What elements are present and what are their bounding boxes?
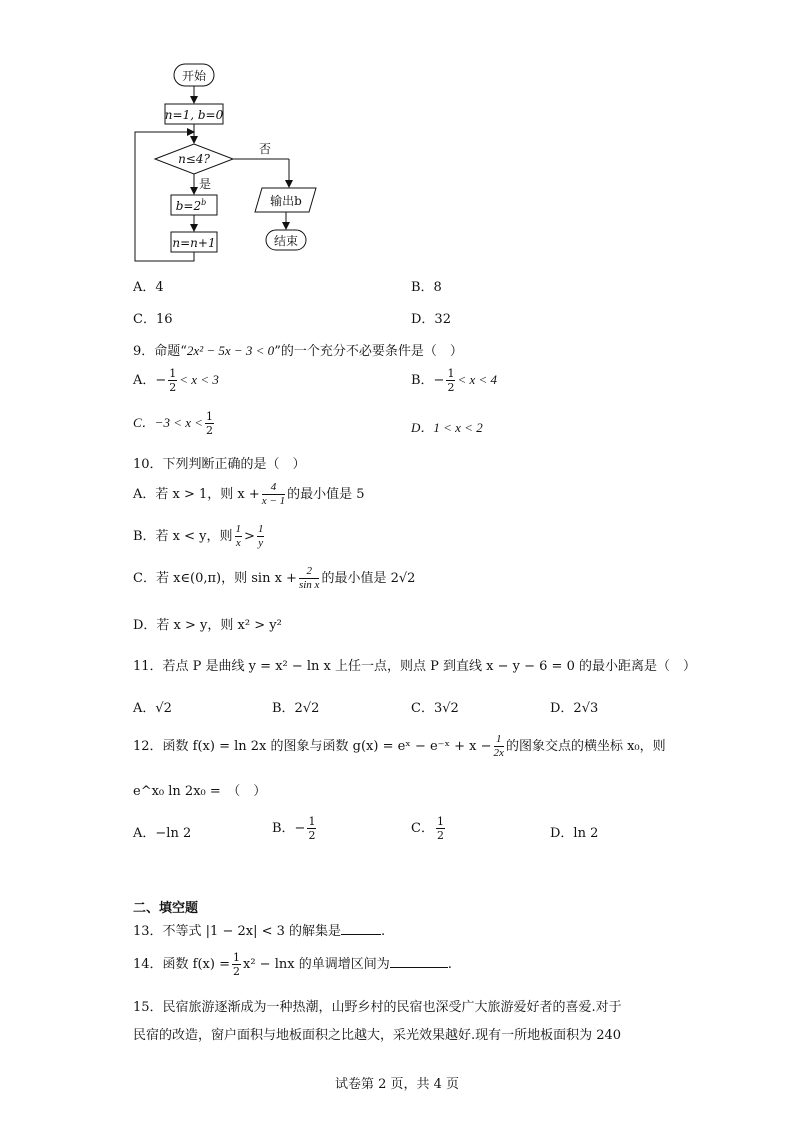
- q8-option-c: C．16: [133, 312, 173, 327]
- q8-option-b: B．8: [411, 280, 442, 295]
- q10-option-d: D．若 x > y，则 x² > y²: [133, 618, 282, 633]
- q11-option-d: D．2√3: [550, 701, 599, 716]
- flowchart: [0, 0, 794, 270]
- q12-option-c: C． $\frac{1}{2}$: [411, 815, 444, 842]
- flow-decision-label: n≤4?: [178, 152, 210, 166]
- q10-option-c: C．若 x∈(0,π)，则 sin x + $\frac{2}{\text{sin x}}$ 的最小值是 2√2: [133, 565, 416, 591]
- q9-option-b: B．− $\frac{1}{2}$ < x < 4: [411, 367, 498, 394]
- q9-option-d: D．1 < x < 2: [411, 420, 483, 435]
- q8-option-a: A．4: [133, 280, 164, 295]
- q11-option-c: C．3√2: [411, 701, 459, 716]
- q12-stem-line2: e^x₀ ln 2x₀ = （ ）: [133, 784, 267, 799]
- flow-no-label: 否: [259, 142, 272, 156]
- flow-yes-label: 是: [199, 177, 212, 191]
- q12-option-a: A．−ln 2: [133, 826, 192, 841]
- q12-stem: 12．函数 f(x) = ln 2x 的图象与函数 g(x) = eˣ − e⁻ˣ + x − $\frac{1}{2x}$ 的图象交点的横坐标 x₀，则: [133, 733, 666, 759]
- q13: 13．不等式 |1 − 2x| < 3 的解集是 .: [133, 924, 386, 939]
- q9-option-c: C．−3 < x < $\frac{1}{2}$: [133, 410, 214, 437]
- section-title: 二、填空题: [133, 901, 199, 916]
- q15-line1: 15．民宿旅游逐渐成为一种热潮，山野乡村的民宿也深受广大旅游爱好者的喜爱.对于: [133, 1000, 622, 1015]
- q14: 14．函数 f(x) = $\frac{1}{2}$ x² − lnx 的单调增区间为 .: [133, 951, 452, 978]
- q10-option-b: B．若 x < y，则 $\frac{1}{x}$ > $\frac{1}{y}$: [133, 523, 264, 549]
- q15-line2: 民宿的改造，窗户面积与地板面积之比越大，采光效果越好.现有一所地板面积为 240: [133, 1028, 622, 1043]
- q9-stem: 9．命题“2x² − 5x − 3 < 0”的一个充分不必要条件是（ ）: [133, 343, 463, 359]
- q10-option-a: A．若 x > 1，则 x + $\frac{4}{x - 1}$ 的最小值是 5: [133, 481, 365, 507]
- q11-option-b: B．2√2: [272, 701, 320, 716]
- flow-end-label: 结束: [273, 234, 299, 248]
- flow-init-label: n=1, b=0: [164, 108, 224, 122]
- flow-output-label: 输出b: [270, 194, 302, 208]
- q9-option-a: A．− $\frac{1}{2}$ < x < 3: [133, 367, 219, 394]
- q12-option-b: B．− $\frac{1}{2}$: [272, 815, 316, 842]
- flow-inc-label: n=n+1: [172, 236, 216, 250]
- q12-option-d: D．ln 2: [550, 826, 599, 841]
- q10-stem: 10．下列判断正确的是（ ）: [133, 457, 306, 472]
- q11-stem: 11．若点 P 是曲线 y = x² − ln x 上任一点，则点 P 到直线 x − y − 6 = 0 的最小距离是（ ）: [133, 659, 696, 674]
- flow-start-label: 开始: [181, 69, 207, 83]
- q11-option-a: A．√2: [133, 701, 172, 716]
- q8-option-d: D．32: [411, 312, 451, 327]
- page-footer: 试卷第 2 页，共 4 页: [334, 1077, 460, 1092]
- flow-assign-label: $b=2^b$: [175, 198, 207, 213]
